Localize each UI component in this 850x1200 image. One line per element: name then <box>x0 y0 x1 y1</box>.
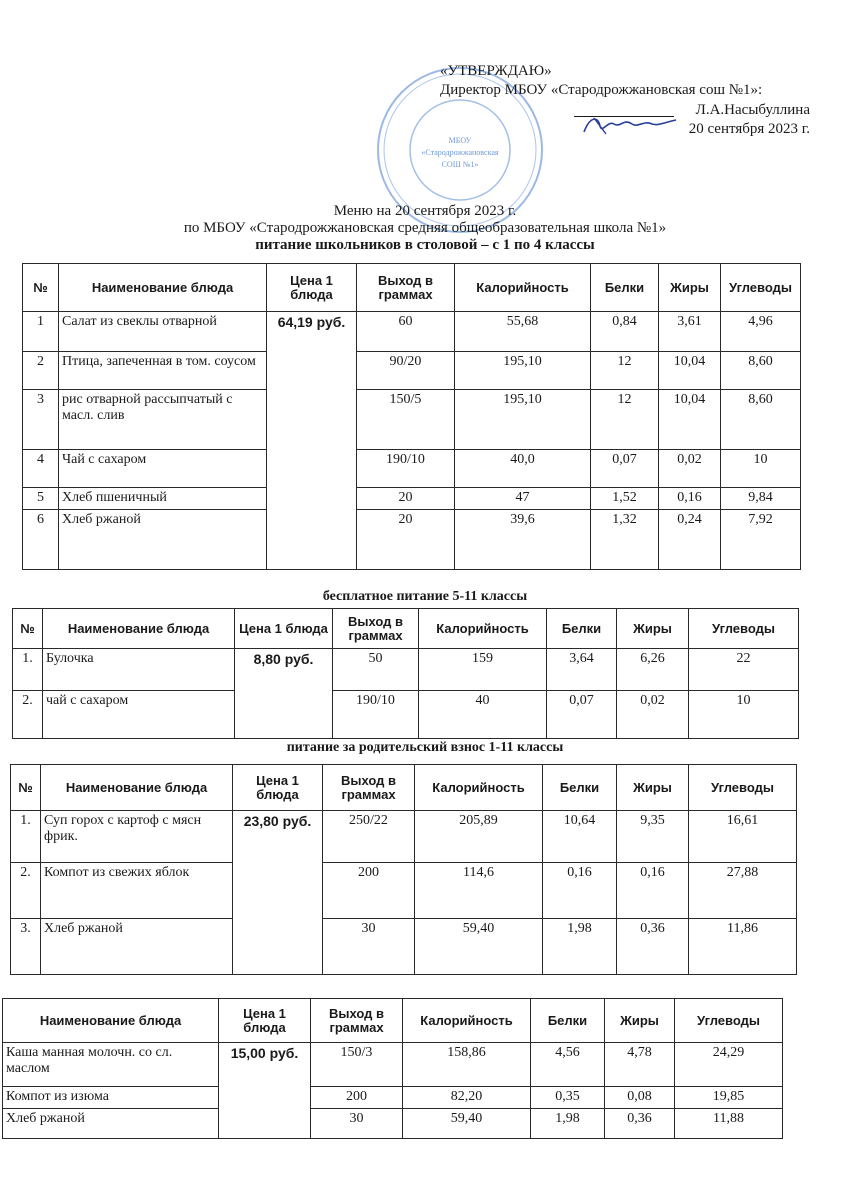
row-num: 6 <box>23 510 59 570</box>
fat: 0,02 <box>659 450 721 488</box>
carbs: 8,60 <box>721 352 801 390</box>
approval-title: «УТВЕРЖДАЮ» <box>440 63 552 79</box>
table-row <box>23 510 801 570</box>
col-price: Цена 1 блюда <box>233 765 323 811</box>
weight: 200 <box>323 863 415 919</box>
fat: 6,26 <box>617 649 689 691</box>
dish-name: Птица, запеченная в том. соусом <box>59 352 267 390</box>
stamp-line2: «Стародрожжановская <box>421 148 499 157</box>
table-row <box>23 390 801 450</box>
dish-name: Салат из свеклы отварной <box>59 312 267 352</box>
protein: 12 <box>591 390 659 450</box>
protein: 1,98 <box>543 919 617 975</box>
row-num: 2. <box>13 691 43 739</box>
table-row <box>13 649 799 691</box>
col-protein: Белки <box>547 609 617 649</box>
kcal: 195,10 <box>455 390 591 450</box>
fat: 0,24 <box>659 510 721 570</box>
col-protein: Белки <box>531 999 605 1043</box>
weight: 200 <box>311 1087 403 1109</box>
fat: 9,35 <box>617 811 689 863</box>
approval-position: Директор МБОУ «Стародрожжановская сош №1»: <box>440 82 763 98</box>
protein: 1,52 <box>591 488 659 510</box>
col-name: Наименование блюда <box>59 264 267 312</box>
dish-name: Чай с сахаром <box>59 450 267 488</box>
stamp-line1: МБОУ <box>448 136 472 145</box>
dish-name: Хлеб пшеничный <box>59 488 267 510</box>
col-name: Наименование блюда <box>41 765 233 811</box>
carbs: 27,88 <box>689 863 797 919</box>
kcal: 55,68 <box>455 312 591 352</box>
col-protein: Белки <box>591 264 659 312</box>
carbs: 10 <box>721 450 801 488</box>
col-kcal: Калорийность <box>403 999 531 1043</box>
fat: 0,08 <box>605 1087 675 1109</box>
carbs: 4,96 <box>721 312 801 352</box>
table-header-row <box>23 264 801 312</box>
table-row <box>23 450 801 488</box>
dish-name: Хлеб ржаной <box>59 510 267 570</box>
weight: 60 <box>357 312 455 352</box>
protein: 12 <box>591 352 659 390</box>
dish-name: чай с сахаром <box>43 691 235 739</box>
menu-table-5-11-free <box>12 608 799 739</box>
carbs: 11,88 <box>675 1109 783 1139</box>
price-cell: 15,00 руб. <box>219 1043 311 1139</box>
weight: 50 <box>333 649 419 691</box>
col-fat: Жиры <box>659 264 721 312</box>
weight: 30 <box>323 919 415 975</box>
table-row <box>3 1087 783 1109</box>
fat: 10,04 <box>659 390 721 450</box>
weight: 190/10 <box>357 450 455 488</box>
dish-name: Компот из изюма <box>3 1087 219 1109</box>
carbs: 7,92 <box>721 510 801 570</box>
protein: 3,64 <box>547 649 617 691</box>
handwritten-signature <box>580 112 680 138</box>
approval-name: Л.А.Насыбуллина <box>695 102 810 118</box>
kcal: 59,40 <box>415 919 543 975</box>
col-kcal: Калорийность <box>415 765 543 811</box>
section-title-3: питание за родительский взнос 1-11 классы <box>286 740 564 755</box>
dish-name: рис отварной рассыпчатый с масл. слив <box>59 390 267 450</box>
dish-name: Булочка <box>43 649 235 691</box>
fat: 0,16 <box>659 488 721 510</box>
table-row <box>11 863 797 919</box>
col-kcal: Калорийность <box>419 609 547 649</box>
row-num: 3. <box>11 919 41 975</box>
row-num: 1. <box>11 811 41 863</box>
kcal: 114,6 <box>415 863 543 919</box>
protein: 4,56 <box>531 1043 605 1087</box>
row-num: 3 <box>23 390 59 450</box>
menu-table-paid <box>10 764 797 975</box>
kcal: 205,89 <box>415 811 543 863</box>
row-num: 2 <box>23 352 59 390</box>
col-carbs: Углеводы <box>689 765 797 811</box>
kcal: 82,20 <box>403 1087 531 1109</box>
col-price: Цена 1 блюда <box>219 999 311 1043</box>
table-row <box>11 919 797 975</box>
dish-name: Суп горох с картоф с мясн фрик. <box>41 811 233 863</box>
fat: 4,78 <box>605 1043 675 1087</box>
row-num: 2. <box>11 863 41 919</box>
dish-name: Каша манная молочн. со сл. маслом <box>3 1043 219 1087</box>
fat: 0,36 <box>605 1109 675 1139</box>
carbs: 22 <box>689 649 799 691</box>
col-name: Наименование блюда <box>43 609 235 649</box>
col-weight: Выход в граммах <box>311 999 403 1043</box>
kcal: 40 <box>419 691 547 739</box>
kcal: 158,86 <box>403 1043 531 1087</box>
col-weight: Выход в граммах <box>333 609 419 649</box>
kcal: 40,0 <box>455 450 591 488</box>
protein: 0,16 <box>543 863 617 919</box>
table-row <box>23 312 801 352</box>
fat: 0,16 <box>617 863 689 919</box>
kcal: 59,40 <box>403 1109 531 1139</box>
weight: 20 <box>357 510 455 570</box>
table-header-row <box>13 609 799 649</box>
kcal: 159 <box>419 649 547 691</box>
table-header-row <box>11 765 797 811</box>
col-fat: Жиры <box>617 765 689 811</box>
col-fat: Жиры <box>605 999 675 1043</box>
col-weight: Выход в граммах <box>357 264 455 312</box>
col-num: № <box>13 609 43 649</box>
col-carbs: Углеводы <box>689 609 799 649</box>
col-protein: Белки <box>543 765 617 811</box>
price-cell: 64,19 руб. <box>267 312 357 570</box>
weight: 20 <box>357 488 455 510</box>
carbs: 9,84 <box>721 488 801 510</box>
price-cell: 8,80 руб. <box>235 649 333 739</box>
table-row <box>3 1043 783 1087</box>
weight: 150/5 <box>357 390 455 450</box>
menu-table-extra <box>2 998 783 1139</box>
menu-title: Меню на 20 сентября 2023 г. <box>333 203 517 219</box>
dish-name: Хлеб ржаной <box>41 919 233 975</box>
row-num: 1 <box>23 312 59 352</box>
menu-table-1-4 <box>22 263 801 570</box>
school-name: по МБОУ «Стародрожжановская средняя общеобразовательная школа №1» <box>183 220 667 236</box>
protein: 0,07 <box>591 450 659 488</box>
col-kcal: Калорийность <box>455 264 591 312</box>
stamp-line3: СОШ №1» <box>441 160 479 169</box>
kcal: 47 <box>455 488 591 510</box>
col-weight: Выход в граммах <box>323 765 415 811</box>
fat: 0,02 <box>617 691 689 739</box>
table-row <box>23 488 801 510</box>
kcal: 39,6 <box>455 510 591 570</box>
protein: 0,84 <box>591 312 659 352</box>
carbs: 10 <box>689 691 799 739</box>
dish-name: Компот из свежих яблок <box>41 863 233 919</box>
row-num: 5 <box>23 488 59 510</box>
carbs: 19,85 <box>675 1087 783 1109</box>
price-cell: 23,80 руб. <box>233 811 323 975</box>
fat: 10,04 <box>659 352 721 390</box>
table-header-row <box>3 999 783 1043</box>
weight: 250/22 <box>323 811 415 863</box>
fat: 0,36 <box>617 919 689 975</box>
row-num: 4 <box>23 450 59 488</box>
carbs: 24,29 <box>675 1043 783 1087</box>
kcal: 195,10 <box>455 352 591 390</box>
col-num: № <box>11 765 41 811</box>
dish-name: Хлеб ржаной <box>3 1109 219 1139</box>
col-price: Цена 1 блюда <box>235 609 333 649</box>
col-fat: Жиры <box>617 609 689 649</box>
protein: 0,35 <box>531 1087 605 1109</box>
weight: 30 <box>311 1109 403 1139</box>
table-row <box>23 352 801 390</box>
row-num: 1. <box>13 649 43 691</box>
table-row <box>13 691 799 739</box>
protein: 10,64 <box>543 811 617 863</box>
protein: 0,07 <box>547 691 617 739</box>
approval-date: 20 сентября 2023 г. <box>688 121 810 137</box>
protein: 1,32 <box>591 510 659 570</box>
col-price: Цена 1 блюда <box>267 264 357 312</box>
weight: 190/10 <box>333 691 419 739</box>
section-title-2: бесплатное питание 5-11 классы <box>322 589 528 604</box>
weight: 90/20 <box>357 352 455 390</box>
carbs: 16,61 <box>689 811 797 863</box>
table-row <box>11 811 797 863</box>
carbs: 8,60 <box>721 390 801 450</box>
table-row <box>3 1109 783 1139</box>
fat: 3,61 <box>659 312 721 352</box>
protein: 1,98 <box>531 1109 605 1139</box>
weight: 150/3 <box>311 1043 403 1087</box>
section-title-1: питание школьников в столовой – с 1 по 4 классы <box>255 237 595 253</box>
col-name: Наименование блюда <box>3 999 219 1043</box>
col-carbs: Углеводы <box>721 264 801 312</box>
carbs: 11,86 <box>689 919 797 975</box>
col-carbs: Углеводы <box>675 999 783 1043</box>
col-num: № <box>23 264 59 312</box>
